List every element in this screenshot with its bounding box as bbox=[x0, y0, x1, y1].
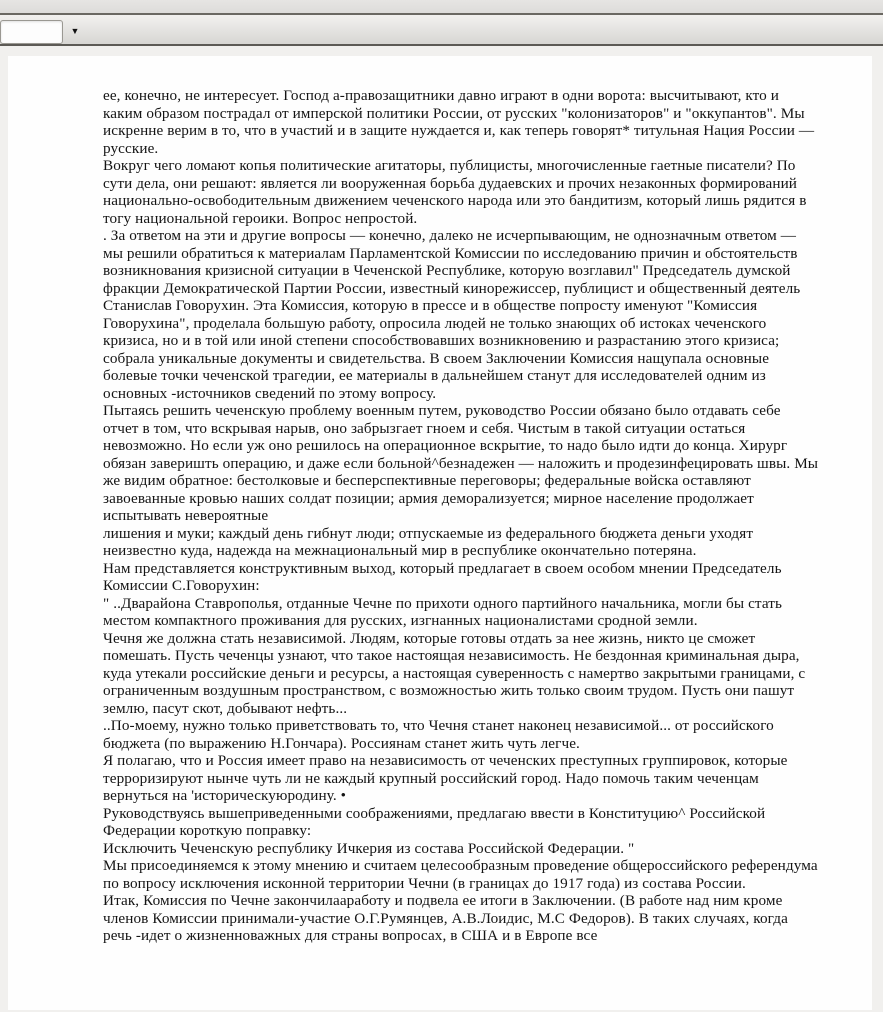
text-line: Я полагаю, что и Россия имеет право на независимость от чеченских преступных группировок, которые bbox=[103, 752, 788, 769]
text-line: Комиссии С.Говорухин: bbox=[103, 577, 260, 594]
text-line: терроризируют нынче чуть ли не каждый крупный российский город. Надо помочь таким чеченцам bbox=[103, 769, 759, 787]
combobox-input[interactable] bbox=[1, 21, 62, 43]
text-line: фракции Демократической Партии России, известный кинорежиссер, публицист и общественный деятель bbox=[103, 279, 801, 297]
text-line: болевые точки чеченской трагедии, ее материалы в дальнейшем станут для исследователей одним из bbox=[103, 367, 766, 384]
text-line: речь -идет о жизненноважных для страны вопросах, в США и в Европе все bbox=[103, 927, 598, 944]
text-line: сути дела, они решают: является ли вооруженная борьба дудаевских и прочих незаконных формирований bbox=[103, 174, 798, 192]
text-line: Мы присоединяемся к этому мнению и считаем целесообразным проведение общероссийского референдума bbox=[103, 857, 818, 874]
chevron-down-icon[interactable]: ▼ bbox=[68, 24, 82, 38]
text-line: вернуться на 'историческуюродину. • bbox=[103, 787, 347, 804]
text-line: . За ответом на эти и другие вопросы — конечно, далеко не исчерпывающим, не однозначным ответом — bbox=[103, 227, 797, 244]
address-combobox[interactable] bbox=[0, 20, 63, 44]
text-line: русские. bbox=[103, 139, 159, 157]
text-line: собрала уникальные документы и свидетельства. В своем Заключении Комиссия нащупала основные bbox=[103, 349, 770, 367]
text-line: неизвестно куда, надежда на межнациональный мир в республике окончательно потеряна. bbox=[103, 542, 697, 559]
text-line: Говорухина", проделала большую работу, опросила людей не только знающих об истоках чеченского bbox=[103, 314, 767, 332]
text-line: местом компактного проживания для русских, изгнанных националистами сродной земли. bbox=[103, 612, 698, 629]
text-line: отчет в том, что вскрывая нарыв, оно забрызгает гноем и себя. Чистым в такой ситуации остаться bbox=[103, 419, 746, 437]
text-line: каким образом пострадал от имперской политики России, от русских "колонизаторов" и "оккупантов". Мы bbox=[103, 104, 805, 122]
text-line: " ..Дварайона Ставрополья, отданные Чечне по прихоти одного партийного начальника, могли бы стать bbox=[103, 594, 783, 612]
text-line: возникнования кризисной ситуации в Чеченской Республике, которую возглавил" Председатель думской bbox=[103, 262, 791, 279]
text-line: помешать. Пусть чеченцы узнают, что такое настоящая независимость. Не бездонная криминальная дыра, bbox=[103, 647, 800, 664]
text-line: ограниченным воздушным пространством, с возможностью жить только своим трудом. Пусть они пашут bbox=[103, 682, 795, 699]
text-line: членов Комиссии принимали-участие О.Г.Румянцев, А.В.Лоидис, М.С Федоров). В таких случаях, когда bbox=[103, 909, 788, 927]
text-line: основных -источников сведений по этому вопросу. bbox=[103, 384, 437, 402]
document-page bbox=[8, 56, 872, 1010]
text-line: же видим обратное: бестолковые и бесперспективные переговоры; федеральные войска оставляют bbox=[103, 472, 751, 489]
text-line: бюджета (по выражению Н.Гончара). Россиянам станет жить чуть легче. bbox=[103, 734, 580, 752]
text-line: Пытаясь решить чеченскую проблему военным путем, руководство России обязано было отдавать себе bbox=[103, 402, 781, 419]
document-text bbox=[8, 56, 872, 945]
text-line: ее, конечно, не интересует. Господ а-правозащитники давно играют в одни ворота: высчитывают, кто и bbox=[103, 87, 779, 104]
text-line: искренне верим в то, что в участий и в защите нуждается и, как теперь говорят* титульная Нация России — bbox=[103, 122, 815, 139]
text-line: землю, пасут скот, добывают нефть... bbox=[103, 699, 348, 717]
text-line: Итак, Комиссия по Чечне закончилааработу и подвела ее итоги в Заключении. (В работе над ним кроме bbox=[103, 892, 783, 909]
text-line: ..По-моему, нужно только приветствовать то, что Чечня станет наконец независимой... от российского bbox=[103, 717, 774, 734]
text-line: обязан заверишть операцию, и даже если больной^безнадежен — наложить и продезинфецировать швы. Мы bbox=[103, 454, 819, 472]
text-line: Федерации короткую поправку: bbox=[103, 822, 312, 839]
text-line: завоеванные кровью наших солдат позиции; армия деморализуется; мирное население продолжает bbox=[103, 489, 754, 507]
text-line: Руководствуясь вышеприведенными соображениями, предлагаю ввести в Конституцию^ Российской bbox=[103, 804, 766, 822]
text-line: невозможно. Но если уж оно решилось на операционное вскрытие, то надо было идти до конца. Хирург bbox=[103, 437, 788, 454]
text-line: Чечня же должна стать независимой. Людям, которые готовы отдать за нее жизнь, никто це сможет bbox=[103, 629, 756, 647]
window-top-strip bbox=[0, 0, 883, 15]
text-line: по вопросу исключения исконной территории Чечни (в границах до 1917 года) из состава России. bbox=[103, 874, 746, 892]
text-line: мы решили обратиться к материалам Парламентской Комиссии по исследованию причин и обстоятельств bbox=[103, 244, 798, 262]
text-line: куда утекали российские деньги и ресурсы, а настоящая суверенность с намертво закрытыми границами, с bbox=[103, 664, 806, 682]
text-line: кризиса, но и в той или иной степени способствовавших возникновению и разрастанию этого кризиса; bbox=[103, 332, 780, 349]
text-line: испытывать невероятные bbox=[103, 507, 269, 524]
toolbar bbox=[0, 15, 883, 46]
text-line: национально-освободительным движением чеченского народа или это бандитизм, который лишь рядится в bbox=[103, 192, 807, 209]
text-line: Станислав Говорухин. Эта Комиссия, которую в прессе и в обществе попросту именуют "Комиссия bbox=[103, 297, 758, 314]
text-line: Нам представляется конструктивным выход, который предлагает в своем особом мнении Председатель bbox=[103, 559, 782, 577]
text-line: Вокруг чего ломают копья политические агитаторы, публицисты, многочисленные гаетные писатели? По bbox=[103, 157, 796, 174]
text-line: лишения и муки; каждый день гибнут люди; отпускаемые из федерального бюджета деньги уходят bbox=[103, 524, 754, 542]
text-line: тогу национальной героики. Вопрос непростой. bbox=[103, 209, 418, 227]
text-line: Исключить Чеченскую республику Ичкерия из состава Российской Федерации. " bbox=[103, 839, 635, 857]
content-area bbox=[0, 46, 883, 1010]
